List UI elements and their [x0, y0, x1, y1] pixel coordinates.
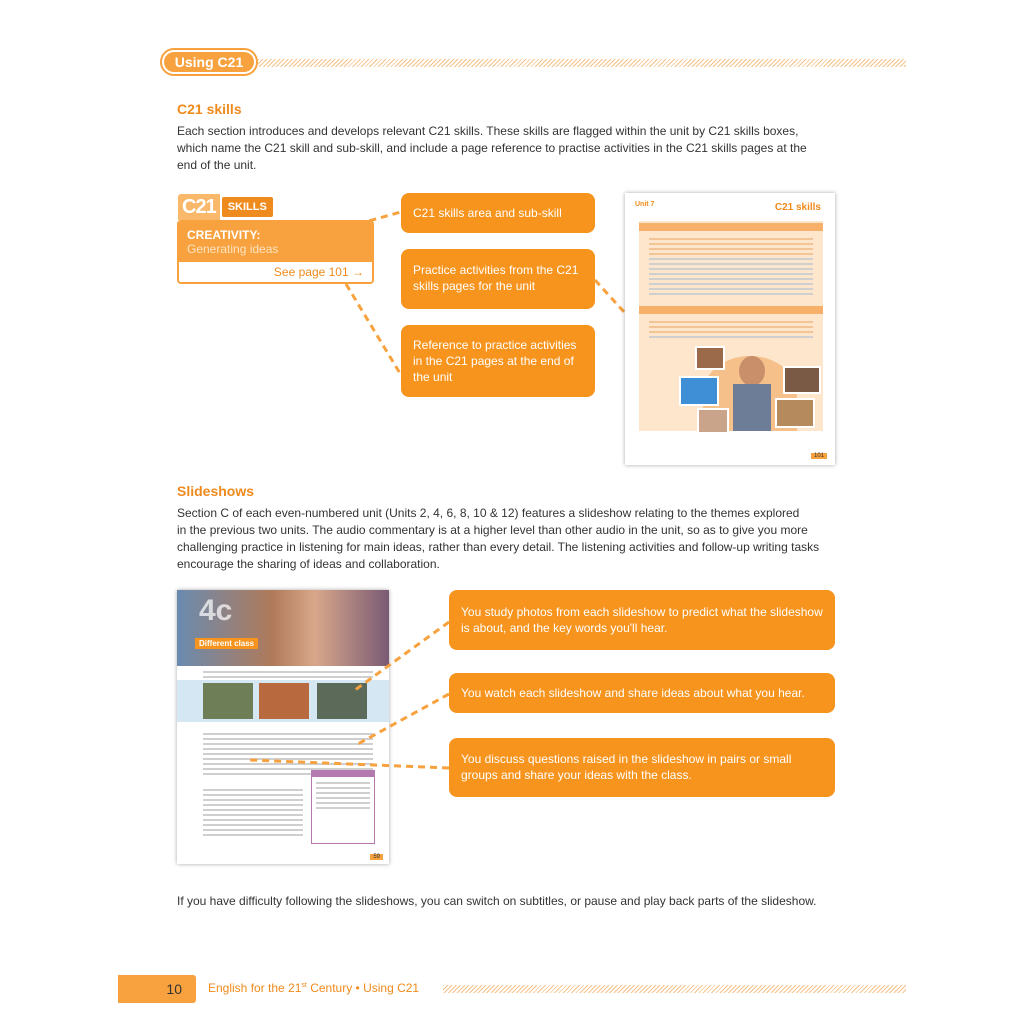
c21-skill-name: CREATIVITY:: [187, 228, 261, 242]
c21-intro-line-1: Each section introduces and develops relevant C21 skills. These skills are flagged within the unit by C21 skills boxes,: [177, 124, 799, 138]
slideshows-intro-line-2: in the previous two units. The audio commentary is at a higher level than other audio in the unit, so as to give you more: [177, 523, 808, 537]
c21-callout-skill-area: C21 skills area and sub-skill: [401, 193, 595, 233]
c21-subskill-name: Generating ideas: [187, 242, 279, 256]
c21-section-title: C21 skills: [177, 101, 242, 117]
slideshow-callout-watch: You watch each slideshow and share ideas about what you hear.: [449, 673, 835, 713]
slideshows-intro-line-3: challenging practice in listening for main ideas, rather than every detail. The listening activities and follow-up writing tasks: [177, 540, 820, 554]
thumb-slideshow-page-number: 59: [370, 854, 383, 860]
footer-title-pre: English for the 21: [208, 981, 302, 995]
thumb-unit-code: 4c: [199, 594, 233, 627]
slideshows-section-title: Slideshows: [177, 483, 255, 499]
thumb-c21-logo: C21 skills: [774, 202, 821, 213]
c21-logo: C21: [178, 194, 220, 220]
slideshows-intro-line-4: encourage the sharing of ideas and collaboration.: [177, 557, 440, 571]
c21-callout-reference: Reference to practice activities in the C21 pages at the end of the unit: [401, 325, 595, 397]
c21-intro-line-3: end of the unit.: [177, 158, 257, 172]
footer-title-sup: st: [301, 982, 307, 989]
footer-title-post: Century • Using C21: [306, 981, 420, 995]
thumb-lesson-title: Different class: [195, 638, 258, 649]
footer-page-number: 10: [118, 975, 196, 1003]
slideshow-callout-predict: You study photos from each slideshow to predict what the slideshow is about, and the key words you'll hear.: [449, 590, 835, 650]
thumb-page-number: 101: [811, 453, 827, 459]
slideshow-callout-discuss: You discuss questions raised in the slideshow in pairs or small groups and share your ideas with the class.: [449, 738, 835, 797]
thumb-unit-label: Unit 7: [635, 201, 655, 208]
footer-divider: [443, 985, 906, 993]
c21-callout-practice: Practice activities from the C21 skills pages for the unit: [401, 249, 595, 309]
c21-intro-line-2: which name the C21 skill and sub-skill, and include a page reference to practise activities in the C21 skills pages at the: [177, 141, 807, 155]
section-header-label: Using C21: [164, 52, 254, 72]
slideshow-tip: If you have difficulty following the slideshows, you can switch on subtitles, or pause and play back parts of the slideshow.: [177, 894, 817, 908]
footer-title: [208, 981, 419, 995]
slideshows-intro-line-1: Section C of each even-numbered unit (Units 2, 4, 6, 8, 10 & 12) features a slideshow relating to the themes explored: [177, 506, 800, 520]
c21-page-reference: See page 101 →: [179, 262, 372, 282]
c21-skills-label: SKILLS: [222, 197, 273, 217]
